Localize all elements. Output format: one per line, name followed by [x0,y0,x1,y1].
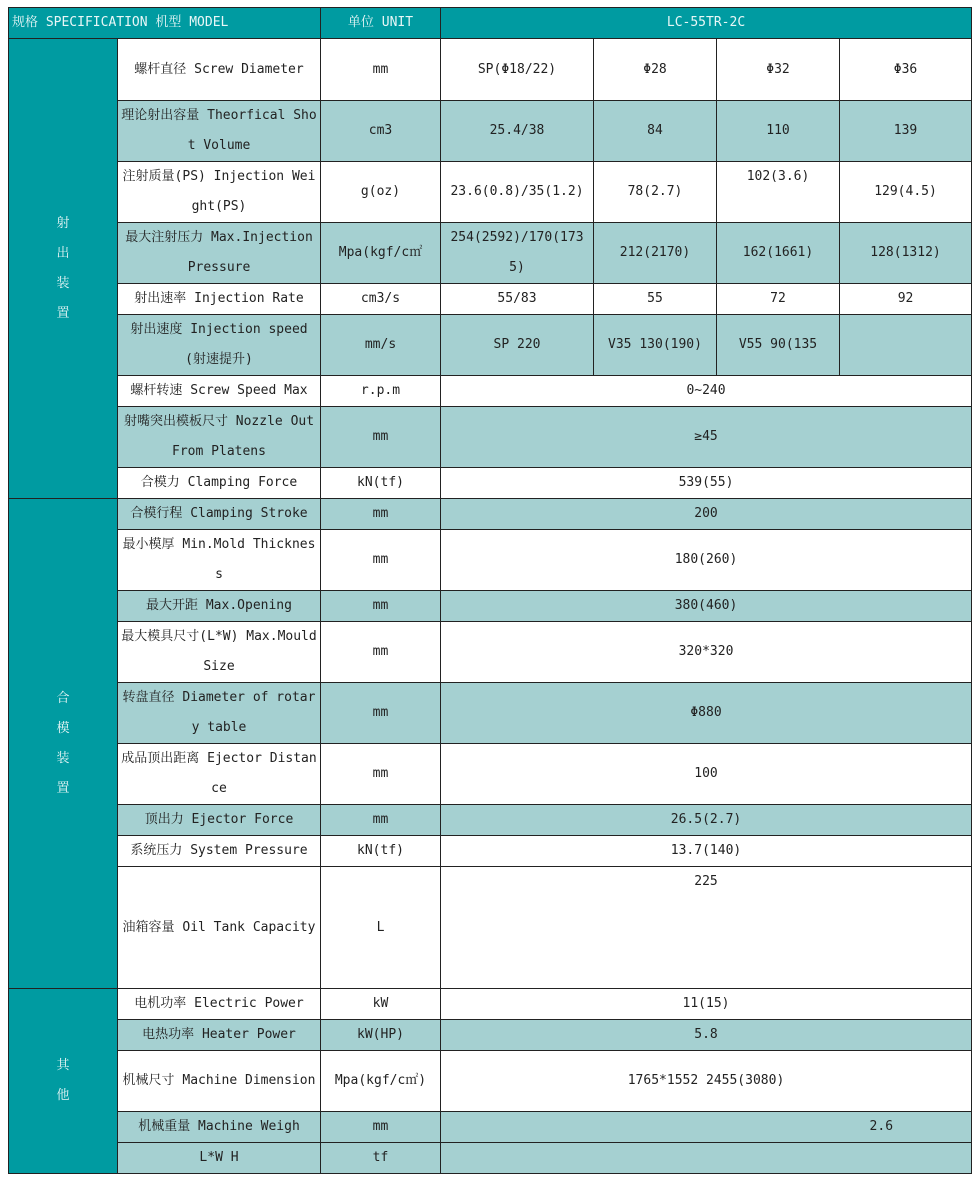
row-value: 78(2.7) [594,162,717,223]
table-row [9,867,972,989]
row-label: 最大注射压力 Max.Injection Pressure [118,223,321,284]
row-unit: kN(tf) [321,468,441,499]
row-value: Φ36 [840,39,972,101]
table-row [9,407,972,468]
row-value: 200 [441,499,972,530]
row-unit: mm [321,622,441,683]
table-row [9,223,972,284]
row-value: SP 220 [441,315,594,376]
row-value: 23.6(0.8)/35(1.2) [441,162,594,223]
row-value [441,1143,972,1174]
row-value: ≥45 [441,407,972,468]
row-unit: mm [321,39,441,101]
row-label: 顶出力 Ejector Force [118,805,321,836]
row-label: 射出速度 Injection speed(射速提升) [118,315,321,376]
row-label: 理论射出容量 Theorfical Shot Volume [118,101,321,162]
table-row [9,468,972,499]
row-value: 139 [840,101,972,162]
row-value: 162(1661) [717,223,840,284]
row-label: 最小模厚 Min.Mold Thickness [118,530,321,591]
row-value: 1765*1552 2455(3080) [441,1051,972,1112]
row-value: SP(Φ18/22) [441,39,594,101]
row-unit: mm/s [321,315,441,376]
row-label: 螺杆直径 Screw Diameter [118,39,321,101]
row-unit: g(oz) [321,162,441,223]
group-other-label: 其 他 [9,989,118,1174]
row-label: 机械重量 Machine Weigh [118,1112,321,1143]
row-value: 13.7(140) [441,836,972,867]
row-label: L*W H [118,1143,321,1174]
row-value: 5.8 [441,1020,972,1051]
row-label: 系统压力 System Pressure [118,836,321,867]
group-injection-label: 射 出 装 置 [9,39,118,499]
row-value: 55/83 [441,284,594,315]
row-unit: kN(tf) [321,836,441,867]
group-clamping-label: 合 模 装 置 [9,499,118,989]
row-label: 最大模具尺寸(L*W) Max.Mould Size [118,622,321,683]
header-model-name: LC-55TR-2C [441,8,972,39]
row-value: 539(55) [441,468,972,499]
row-unit: L [321,867,441,989]
row-label: 最大开距 Max.Opening [118,591,321,622]
row-value: 72 [717,284,840,315]
row-unit: Mpa(kgf/c㎡) [321,1051,441,1112]
row-label: 电热功率 Heater Power [118,1020,321,1051]
row-value: 26.5(2.7) [441,805,972,836]
row-label: 油箱容量 Oil Tank Capacity [118,867,321,989]
table-row [9,836,972,867]
header-spec-model: 规格 SPECIFICATION 机型 MODEL [9,8,321,39]
row-value: Φ880 [441,683,972,744]
row-value: 100 [441,744,972,805]
row-label: 合模行程 Clamping Stroke [118,499,321,530]
row-value: 11(15) [441,989,972,1020]
row-label: 电机功率 Electric Power [118,989,321,1020]
row-unit: mm [321,407,441,468]
row-value: 380(460) [441,591,972,622]
row-label: 螺杆转速 Screw Speed Max [118,376,321,407]
header-unit: 单位 UNIT [321,8,441,39]
row-value: 0~240 [441,376,972,407]
row-value: 2.6 [441,1112,972,1143]
table-row [9,284,972,315]
row-unit: mm [321,499,441,530]
table-row [9,591,972,622]
row-unit: mm [321,744,441,805]
row-value: 225 [441,867,972,989]
row-unit: r.p.m [321,376,441,407]
row-value: 84 [594,101,717,162]
row-value: V35 130(190) [594,315,717,376]
row-value: 320*320 [441,622,972,683]
header-row [9,8,972,39]
table-row [9,744,972,805]
table-row [9,989,972,1020]
row-unit: kW(HP) [321,1020,441,1051]
row-unit: mm [321,591,441,622]
row-unit: mm [321,530,441,591]
row-label: 机械尺寸 Machine Dimension [118,1051,321,1112]
row-value: Φ32 [717,39,840,101]
row-value: 110 [717,101,840,162]
table-row [9,376,972,407]
row-label: 转盘直径 Diameter of rotary table [118,683,321,744]
table-row [9,1143,972,1174]
row-label: 注射质量(PS) Injection Weight(PS) [118,162,321,223]
table-row [9,1051,972,1112]
row-label: 合模力 Clamping Force [118,468,321,499]
table-row [9,1020,972,1051]
row-unit: cm3 [321,101,441,162]
table-row [9,622,972,683]
row-label: 射嘴突出模板尺寸 Nozzle Out From Platens [118,407,321,468]
table-row [9,162,972,223]
row-value: 55 [594,284,717,315]
table-row [9,499,972,530]
row-value: 102(3.6) [717,162,840,223]
row-value: 25.4/38 [441,101,594,162]
row-value: V55 90(135 [717,315,840,376]
row-value: Φ28 [594,39,717,101]
row-unit: tf [321,1143,441,1174]
row-value: 180(260) [441,530,972,591]
table-row [9,101,972,162]
row-unit: mm [321,805,441,836]
table-row [9,805,972,836]
row-unit: kW [321,989,441,1020]
table-row [9,39,972,101]
spec-table [8,7,972,1174]
row-unit: mm [321,683,441,744]
row-unit: cm3/s [321,284,441,315]
row-value: 254(2592)/170(1735) [441,223,594,284]
row-unit: mm [321,1112,441,1143]
row-value: 128(1312) [840,223,972,284]
row-value [840,315,972,376]
row-value: 212(2170) [594,223,717,284]
table-row [9,530,972,591]
row-label: 成品顶出距离 Ejector Distance [118,744,321,805]
table-row [9,315,972,376]
table-row [9,683,972,744]
row-value: 92 [840,284,972,315]
row-unit: Mpa(kgf/c㎡ [321,223,441,284]
table-row [9,1112,972,1143]
row-label: 射出速率 Injection Rate [118,284,321,315]
row-value: 129(4.5) [840,162,972,223]
